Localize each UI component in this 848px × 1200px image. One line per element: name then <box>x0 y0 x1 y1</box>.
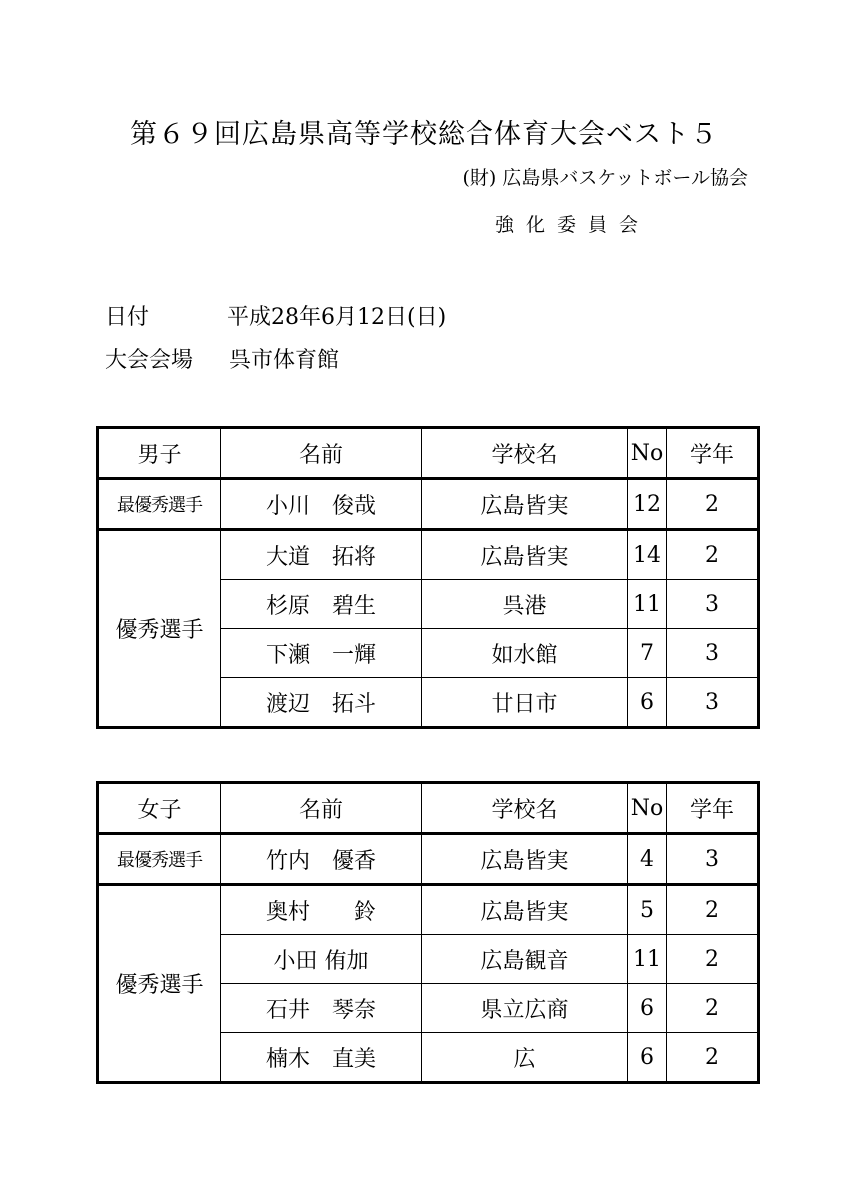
table-row <box>98 885 759 935</box>
committee: 強化委員会 <box>495 214 651 236</box>
school-name: 広島皆実 <box>422 834 628 885</box>
player-name: 下瀬 一輝 <box>221 629 422 678</box>
player-name: 竹内 優香 <box>221 834 422 885</box>
school-name: 呉港 <box>422 580 628 629</box>
school-name: 広 <box>422 1033 628 1083</box>
grade: 3 <box>667 834 759 885</box>
jersey-no: 11 <box>628 580 667 629</box>
table-row <box>98 530 759 580</box>
player-name: 小田 侑加 <box>221 935 422 984</box>
jersey-no: 7 <box>628 629 667 678</box>
school-name: 如水館 <box>422 629 628 678</box>
jersey-no: 6 <box>628 678 667 728</box>
male-results-table <box>96 426 760 729</box>
grade: 2 <box>667 885 759 935</box>
header-category: 男子 <box>98 428 221 479</box>
venue-line <box>105 343 339 374</box>
award-mvp: 最優秀選手 <box>98 479 221 530</box>
header-category: 女子 <box>98 783 221 834</box>
jersey-no: 6 <box>628 984 667 1033</box>
header-name: 名前 <box>221 783 422 834</box>
female-results-table <box>96 781 760 1084</box>
header-grade: 学年 <box>667 783 759 834</box>
jersey-no: 12 <box>628 479 667 530</box>
grade: 2 <box>667 479 759 530</box>
grade: 2 <box>667 1033 759 1083</box>
jersey-no: 11 <box>628 935 667 984</box>
header-grade: 学年 <box>667 428 759 479</box>
date-label: 日付 <box>105 305 150 330</box>
table-header-row <box>98 783 759 834</box>
header-no: No <box>628 428 667 479</box>
school-name: 広島皆実 <box>422 479 628 530</box>
school-name: 広島皆実 <box>422 530 628 580</box>
table-row <box>98 834 759 885</box>
grade: 2 <box>667 530 759 580</box>
school-name: 広島観音 <box>422 935 628 984</box>
grade: 3 <box>667 580 759 629</box>
page-title: 第６９回広島県高等学校総合体育大会ベスト５ <box>130 119 718 150</box>
jersey-no: 4 <box>628 834 667 885</box>
venue-label: 大会会場 <box>105 348 194 373</box>
player-name: 楠木 直美 <box>221 1033 422 1083</box>
header-school: 学校名 <box>422 783 628 834</box>
date-value: 平成28年6月12日(日) <box>227 305 447 330</box>
player-name: 大道 拓将 <box>221 530 422 580</box>
grade: 2 <box>667 935 759 984</box>
header-no: No <box>628 783 667 834</box>
school-name: 県立広商 <box>422 984 628 1033</box>
player-name: 杉原 碧生 <box>221 580 422 629</box>
award-mvp: 最優秀選手 <box>98 834 221 885</box>
header-school: 学校名 <box>422 428 628 479</box>
player-name: 小川 俊哉 <box>221 479 422 530</box>
date-line <box>105 300 446 331</box>
jersey-no: 6 <box>628 1033 667 1083</box>
jersey-no: 14 <box>628 530 667 580</box>
player-name: 渡辺 拓斗 <box>221 678 422 728</box>
organization: (財) 広島県バスケットボール協会 <box>462 167 748 189</box>
grade: 3 <box>667 678 759 728</box>
player-name: 奥村 鈴 <box>221 885 422 935</box>
award-excellent: 優秀選手 <box>98 885 221 1083</box>
header-name: 名前 <box>221 428 422 479</box>
table-row <box>98 479 759 530</box>
grade: 3 <box>667 629 759 678</box>
school-name: 廿日市 <box>422 678 628 728</box>
jersey-no: 5 <box>628 885 667 935</box>
award-excellent: 優秀選手 <box>98 530 221 728</box>
player-name: 石井 琴奈 <box>221 984 422 1033</box>
table-header-row <box>98 428 759 479</box>
school-name: 広島皆実 <box>422 885 628 935</box>
venue-value: 呉市体育館 <box>229 348 340 373</box>
grade: 2 <box>667 984 759 1033</box>
